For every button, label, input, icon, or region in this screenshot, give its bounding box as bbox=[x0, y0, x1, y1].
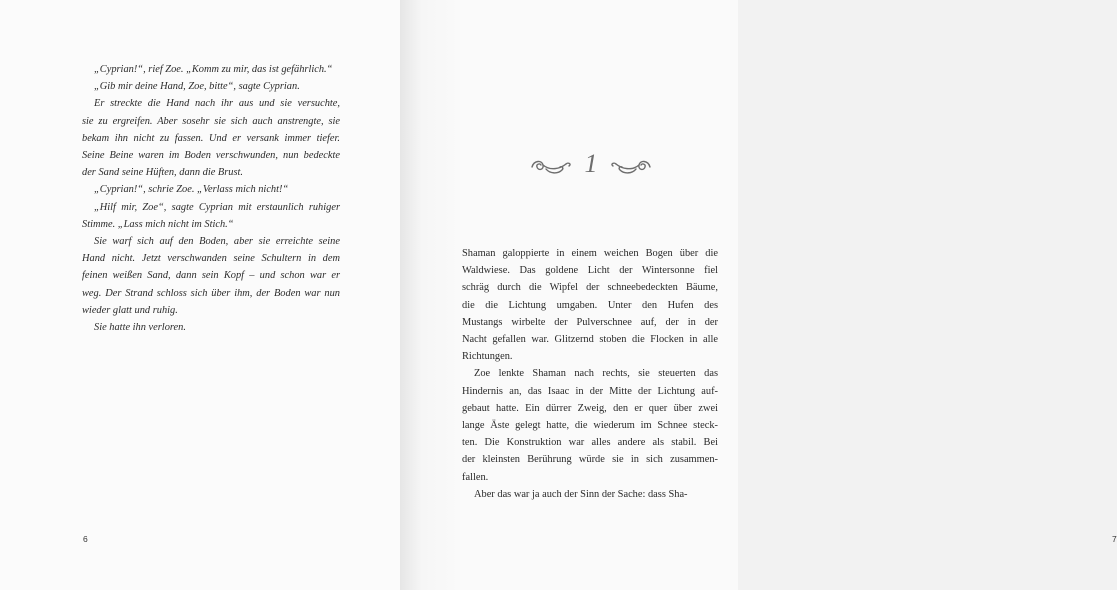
text-line: Seine Beine waren im Boden verschwunden, nun bedeckte bbox=[82, 150, 340, 162]
text-line: bekam ihn nicht zu fassen. Und er versank immer tiefer. bbox=[82, 132, 340, 144]
paragraph bbox=[462, 365, 718, 485]
left-page-text bbox=[82, 61, 340, 336]
paragraph bbox=[82, 199, 340, 233]
text-line: Aber das war ja auch der Sinn der Sache: dass Sha- bbox=[474, 488, 688, 500]
text-line: Mustangs wirbelte der Pulverschnee auf, der in der bbox=[462, 316, 718, 328]
text-line: Stimme. „Lass mich nicht im Stich.“ bbox=[82, 218, 234, 230]
text-line: „Hilf mir, Zoe“, sagte Cyprian mit erstaunlich ruhiger bbox=[94, 201, 340, 213]
text-line: lange Äste gelegt hatte, die wiederum im Schnee steck- bbox=[462, 420, 718, 432]
text-line: „Cyprian!“, schrie Zoe. „Verlass mich nicht!“ bbox=[94, 184, 289, 196]
left-page bbox=[0, 0, 400, 590]
paragraph bbox=[82, 233, 340, 319]
paragraph bbox=[462, 245, 718, 365]
text-line: Richtungen. bbox=[462, 351, 513, 363]
chapter-heading bbox=[528, 147, 654, 183]
text-line: der Sand seine Hüften, dann die Brust. bbox=[82, 167, 244, 179]
text-line: gebaut hatte. Ein dürrer Zweig, den er quer über zwei bbox=[462, 402, 718, 414]
text-line: weg. Der Strand schloss sich über ihm, der Boden war nun bbox=[82, 287, 340, 299]
paragraph bbox=[82, 95, 340, 181]
text-line: Sie warf sich auf den Boden, aber sie erreichte seine bbox=[94, 236, 340, 248]
text-line: der kleinsten Berührung würde sie in sich zusammen- bbox=[462, 454, 718, 466]
text-line: fallen. bbox=[462, 471, 489, 483]
text-line: Zoe lenkte Shaman nach rechts, sie steuerten das bbox=[474, 368, 718, 380]
text-line: feinen weißen Sand, dann sein Kopf – und schon war er bbox=[82, 270, 340, 282]
paragraph bbox=[462, 486, 718, 503]
text-line: Hand nicht. Jetzt verschwanden seine Schultern in dem bbox=[82, 253, 340, 265]
paragraph bbox=[82, 61, 340, 78]
text-line: Sie hatte ihn verloren. bbox=[94, 322, 186, 334]
text-line: Shaman galoppierte in einem weichen Bogen über die bbox=[462, 248, 718, 259]
right-page-text bbox=[462, 245, 718, 503]
page-number-left: 6 bbox=[83, 534, 88, 544]
text-line: Hindernis an, das Isaac in der Mitte der Lichtung auf- bbox=[462, 385, 718, 397]
text-line: sie zu ergreifen. Aber sosehr sie sich auch anstrengte, sie bbox=[82, 115, 340, 127]
text-line: „Cyprian!“, rief Zoe. „Komm zu mir, das ist gefährlich.“ bbox=[94, 64, 333, 75]
paragraph bbox=[82, 319, 340, 336]
text-line: Waldwiese. Das goldene Licht der Wintersonne fiel bbox=[462, 265, 718, 277]
text-line: „Gib mir deine Hand, Zoe, bitte“, sagte Cyprian. bbox=[94, 81, 300, 93]
paragraph bbox=[82, 78, 340, 95]
paragraph bbox=[82, 181, 340, 198]
text-line: Nacht gefallen war. Glitzernd stoben die Flocken in alle bbox=[462, 334, 718, 346]
text-line: die die Lichtung umgaben. Unter den Hufen des bbox=[462, 299, 718, 311]
page-number-right: 7 bbox=[1112, 534, 1117, 544]
text-line: wieder glatt und ruhig. bbox=[82, 304, 178, 316]
text-line: schräg durch die Wipfel der schneebedeckten Bäume, bbox=[462, 282, 718, 294]
text-line: Er streckte die Hand nach ihr aus und sie versuchte, bbox=[94, 98, 340, 110]
text-line: ten. Die Konstruktion war alles andere als stabil. Bei bbox=[462, 437, 718, 449]
chapter-number: 1 bbox=[584, 149, 598, 178]
